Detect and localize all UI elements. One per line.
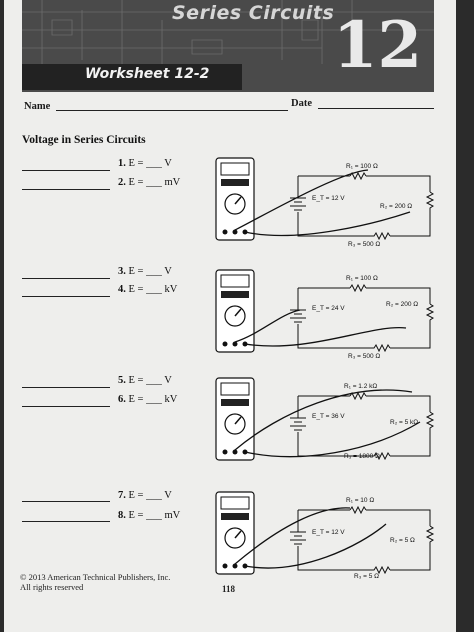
- question-7: 7. E = ___ V: [118, 490, 172, 501]
- question-5: 5. E = ___ V: [118, 375, 172, 386]
- date-field[interactable]: [318, 108, 434, 109]
- circuit-diagram-4: [210, 486, 442, 582]
- answer-line-5[interactable]: [22, 387, 110, 388]
- r1-label: R₁ = 10 Ω: [346, 497, 375, 504]
- date-label: Date: [291, 98, 312, 109]
- r2-label: R₂ = 200 Ω: [386, 301, 419, 308]
- copyright-text: © 2013 American Technical Publishers, Inc.: [20, 572, 171, 582]
- answer-line-1[interactable]: [22, 170, 110, 171]
- et-label: E_T = 36 V: [312, 413, 345, 420]
- r3-label: R₃ = 500 Ω: [348, 241, 381, 248]
- copyright-footer: [20, 572, 170, 592]
- multimeter-icon: [216, 270, 254, 352]
- answer-line-2[interactable]: [22, 189, 110, 190]
- question-1: 1. E = ___ V: [118, 158, 172, 169]
- chapter-number: 12: [332, 8, 422, 83]
- question-2: 2. E = ___ mV: [118, 177, 181, 188]
- r2-label: R₂ = 5 kΩ: [390, 419, 419, 426]
- section-title: Voltage in Series Circuits: [22, 134, 146, 146]
- multimeter-icon: [216, 378, 254, 460]
- page-number: 118: [222, 584, 236, 594]
- r3-label: R₃ = 5 Ω: [354, 573, 380, 580]
- circuit-diagram-3: [210, 372, 442, 468]
- circuit-diagram-2: [210, 264, 442, 360]
- r3-label: R₃ = 500 Ω: [348, 353, 381, 360]
- et-label: E_T = 24 V: [312, 305, 345, 312]
- r3-label: R₃ = 1800 Ω: [344, 453, 380, 460]
- question-4: 4. E = ___ kV: [118, 284, 178, 295]
- r2-label: R₂ = 5 Ω: [390, 537, 415, 544]
- multimeter-icon: [216, 158, 254, 240]
- question-8: 8. E = ___ mV: [118, 510, 181, 521]
- rights-text: All rights reserved: [20, 582, 84, 592]
- name-field[interactable]: [56, 110, 288, 111]
- circuit-diagram-1: [210, 152, 442, 248]
- et-label: E_T = 12 V: [312, 195, 345, 202]
- name-label: Name: [24, 101, 51, 112]
- r2-label: R₂ = 200 Ω: [380, 203, 413, 210]
- r1-label: R₁ = 100 Ω: [346, 163, 378, 170]
- answer-line-7[interactable]: [22, 501, 110, 502]
- et-label: E_T = 12 V: [312, 529, 345, 536]
- multimeter-icon: [216, 492, 254, 574]
- r1-label: R₁ = 1.2 kΩ: [344, 383, 378, 390]
- answer-line-6[interactable]: [22, 406, 110, 407]
- question-3: 3. E = ___ V: [118, 266, 172, 277]
- answer-line-8[interactable]: [22, 521, 110, 522]
- question-6: 6. E = ___ kV: [118, 394, 178, 405]
- r1-label: R₁ = 100 Ω: [346, 275, 378, 282]
- worksheet-label: Worksheet 12-2: [85, 66, 210, 82]
- chapter-title: Series Circuits: [172, 2, 335, 24]
- answer-line-3[interactable]: [22, 278, 110, 279]
- answer-line-4[interactable]: [22, 296, 110, 297]
